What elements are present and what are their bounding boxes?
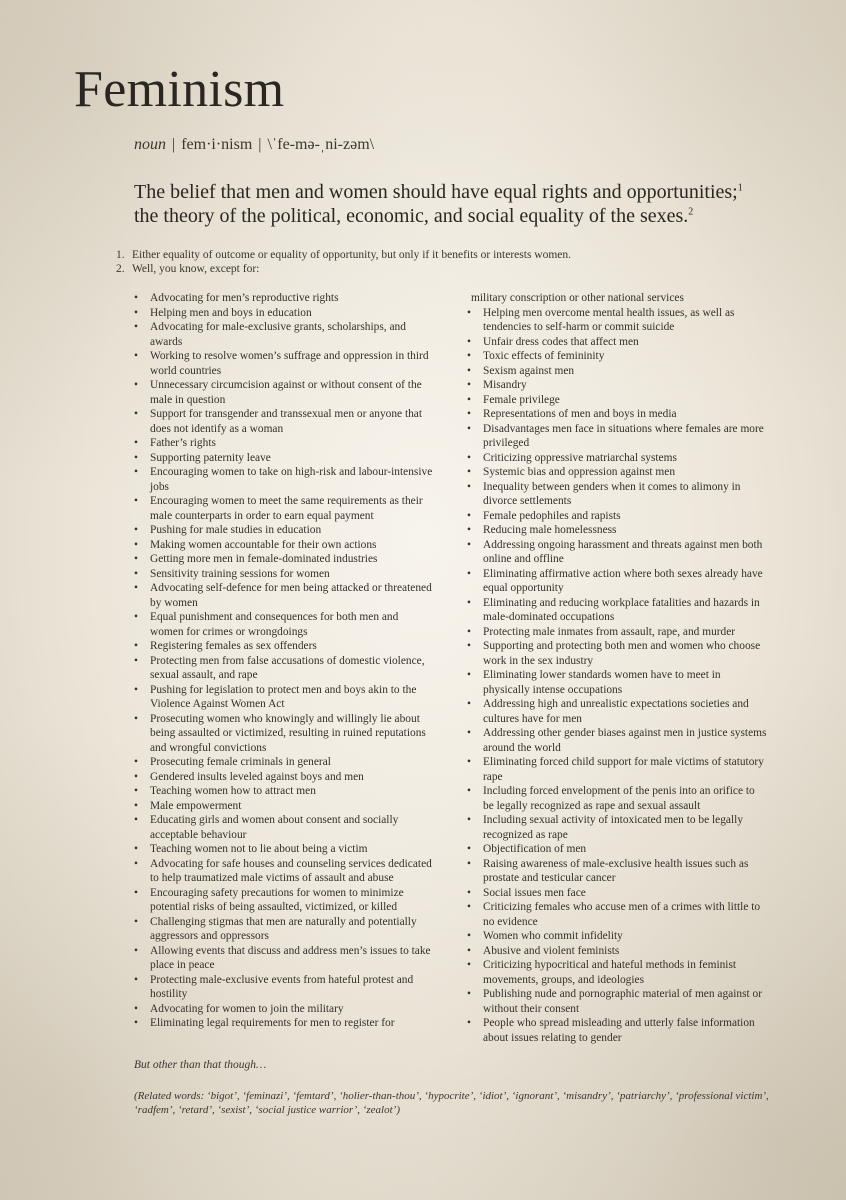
list-item: [134, 291, 434, 306]
list-item-text: Advocating for safe houses and counseling services dedicated to help traumatized male victims of assault and abuse: [150, 857, 432, 884]
list-item: [134, 712, 434, 756]
list-item: [467, 784, 767, 813]
bullet-icon: •: [467, 451, 471, 464]
list-item-text: Allowing events that discuss and address men’s issues to take place in peace: [150, 944, 431, 971]
bullet-icon: •: [467, 306, 471, 319]
list-item: [134, 886, 434, 915]
bullet-icon: •: [134, 379, 138, 391]
list-item-text: Representations of men and boys in media: [483, 408, 677, 420]
bullet-icon: •: [467, 1017, 471, 1029]
bullet-icon: •: [134, 321, 138, 333]
list-item: [134, 567, 434, 582]
list-item: [134, 436, 434, 451]
footnote-ref: 1: [737, 182, 743, 194]
list-item-text: Helping men and boys in education: [150, 306, 312, 319]
list-item: [467, 697, 767, 726]
list-item-text: Criticizing hypocritical and hateful methods in feminist movements, groups, and ideologies: [483, 959, 737, 986]
bullet-icon: •: [467, 379, 471, 391]
list-item: [134, 494, 434, 523]
footnote-number: 2.: [116, 263, 125, 275]
bullet-icon: •: [134, 756, 138, 768]
list-item-text: Advocating for male-exclusive grants, scholarships, and awards: [150, 321, 406, 348]
list-item: [134, 538, 434, 553]
separator: |: [258, 136, 262, 153]
bullet-icon: •: [134, 814, 138, 826]
list-item-text: Social issues men face: [483, 886, 586, 899]
definition-line: [134, 204, 794, 228]
list-item: [134, 407, 434, 436]
list-item-text: Female pedophiles and rapists: [483, 509, 621, 522]
list-item: [134, 654, 434, 683]
list-item-text: Teaching women not to lie about being a victim: [150, 843, 368, 855]
list-item: [134, 799, 434, 814]
bullet-icon: •: [467, 567, 471, 580]
list-item-text: Including sexual activity of intoxicated men to be legally recognized as rape: [483, 814, 744, 841]
separator: |: [172, 136, 176, 153]
list-item: [467, 523, 767, 538]
page-title: Feminism: [74, 61, 285, 118]
list-item-text: Addressing ongoing harassment and threats against men both online and offline: [483, 538, 763, 565]
bullet-icon: •: [134, 799, 138, 812]
part-of-speech: noun: [134, 136, 166, 153]
bullet-icon: •: [134, 915, 138, 928]
list-item-text: People who spread misleading and utterly false information about issues relating to gender: [483, 1017, 755, 1044]
bullet-icon: •: [134, 944, 138, 957]
list-item: [467, 349, 767, 364]
list-item: [134, 306, 434, 321]
bullet-icon: •: [134, 785, 138, 797]
bullet-icon: •: [467, 422, 471, 435]
list-item: [467, 625, 767, 640]
list-item-continuation: military conscription or other national services: [471, 292, 684, 304]
bullet-icon: •: [467, 393, 471, 406]
bullet-icon: •: [467, 640, 471, 652]
bullet-icon: •: [134, 350, 138, 362]
bullet-icon: •: [134, 567, 138, 580]
bullet-icon: •: [467, 886, 471, 899]
list-item-text: Objectification of men: [483, 843, 587, 855]
list-item: [467, 407, 767, 422]
list-item: [134, 813, 434, 842]
list-item-text: Prosecuting female criminals in general: [150, 756, 331, 768]
list-item: [134, 755, 434, 770]
list-item-text: Advocating self-defence for men being attacked or threatened by women: [150, 582, 432, 609]
bullet-icon: •: [467, 959, 471, 971]
bullet-icon: •: [134, 640, 138, 652]
bullet-icon: •: [467, 509, 471, 522]
list-item: [134, 581, 434, 610]
list-item-text: Criticizing females who accuse men of a crimes with little to no evidence: [483, 901, 761, 928]
list-item: [467, 958, 767, 987]
list-item: [134, 842, 434, 857]
list-item-text: Reducing male homelessness: [483, 524, 617, 536]
bullet-icon: •: [134, 292, 138, 304]
bullet-icon: •: [467, 524, 471, 536]
bullet-icon: •: [467, 727, 471, 739]
definition-text: The belief that men and women should have equal rights and opportunities;: [134, 181, 738, 203]
list-item-text: Inequality between genders when it comes to alimony in divorce settlements: [483, 480, 741, 507]
list-item-text: Unnecessary circumcision against or without consent of the male in question: [150, 379, 422, 406]
list-item-text: Pushing for legislation to protect men and boys akin to the Violence Against Women Act: [150, 683, 417, 710]
list-item: [467, 451, 767, 466]
list-item: [134, 610, 434, 639]
list-item-text: Eliminating affirmative action where both sexes already have equal opportunity: [483, 567, 763, 594]
list-item-text: Educating girls and women about consent and socially acceptable behaviour: [150, 814, 399, 841]
list-item: [467, 465, 767, 480]
list-item-text: Working to resolve women’s suffrage and oppression in third world countries: [150, 350, 429, 377]
bullet-icon: •: [467, 785, 471, 797]
footnote-number: 1.: [116, 249, 125, 261]
list-item: [134, 451, 434, 466]
list-item-text: Protecting male inmates from assault, rape, and murder: [483, 625, 736, 638]
list-item: [467, 668, 767, 697]
bullet-icon: •: [467, 698, 471, 710]
list-item-text: Addressing high and unrealistic expectations societies and cultures have for men: [483, 698, 749, 725]
bullet-icon: •: [134, 770, 138, 783]
list-item-text: Systemic bias and oppression against men: [483, 466, 676, 478]
list-item-text: Encouraging women to take on high-risk and labour-intensive jobs: [150, 466, 433, 493]
list-item: [134, 915, 434, 944]
list-item-text: Getting more men in female-dominated industries: [150, 553, 378, 565]
bullet-icon: •: [134, 683, 138, 696]
list-item: [467, 1016, 767, 1045]
list-item: [467, 378, 767, 393]
list-item-text: Advocating for men’s reproductive rights: [150, 292, 339, 304]
closing-line: But other than that though…: [134, 1059, 267, 1071]
pronunciation-line: [134, 136, 374, 154]
list-item-text: Raising awareness of male-exclusive health issues such as prostate and testicular cancer: [483, 857, 749, 884]
list-item-text: Misandry: [483, 379, 527, 391]
list-item: [134, 770, 434, 785]
list-item: [467, 639, 767, 668]
list-item: [467, 538, 767, 567]
list-item-text: Including forced envelopment of the penis into an orifice to be legally recognized as rape and sexual assault: [483, 785, 755, 812]
list-item-text: Challenging stigmas that men are naturally and potentially aggressors and oppressors: [150, 915, 417, 942]
list-item: [134, 378, 434, 407]
list-item-text: Eliminating lower standards women have to meet in physically intense occupations: [483, 669, 721, 696]
footnote-ref: 2: [688, 206, 694, 218]
list-item-text: Prosecuting women who knowingly and willingly lie about being assaulted or victimized, resulting in ruined reputations and wrongful convictions: [150, 712, 426, 754]
bullet-icon: •: [467, 901, 471, 913]
footnote-item: [116, 262, 776, 276]
list-item-text: Criticizing oppressive matriarchal systems: [483, 451, 677, 464]
list-item: [467, 364, 767, 379]
bullet-icon: •: [467, 944, 471, 957]
list-item-text: Addressing other gender biases against men in justice systems around the world: [483, 727, 767, 754]
footnote-item: [116, 248, 776, 262]
bullet-icon: •: [467, 364, 471, 377]
list-item-text: Equal punishment and consequences for both men and women for crimes or wrongdoings: [150, 611, 399, 638]
list-item-text: Protecting male-exclusive events from hateful protest and hostility: [150, 973, 414, 1000]
list-item: [467, 393, 767, 408]
definition: [134, 180, 794, 228]
bullet-icon: •: [134, 466, 138, 478]
list-item: [467, 900, 767, 929]
bullet-icon: •: [467, 335, 471, 348]
bullet-icon: •: [134, 538, 138, 551]
list-item: [467, 422, 767, 451]
syllables: fem·i·nism: [181, 136, 253, 153]
list-item: [467, 755, 767, 784]
list-item: [134, 1016, 434, 1031]
list-item: [134, 683, 434, 712]
list-item-text: Father’s rights: [150, 437, 216, 449]
list-item-text: Teaching women how to attract men: [150, 785, 316, 797]
bullet-icon: •: [134, 437, 138, 449]
bullet-icon: •: [467, 625, 471, 638]
definition-line: [134, 180, 794, 204]
list-item: [467, 596, 767, 625]
list-item-text: Eliminating and reducing workplace fatalities and hazards in male-dominated occupations: [483, 596, 760, 623]
bullet-icon: •: [467, 669, 471, 681]
phonetic-spelling: \ˈfe-mə-ˌni-zəm\: [267, 136, 375, 153]
list-item: [134, 639, 434, 654]
bullet-icon: •: [467, 988, 471, 1000]
bullet-icon: •: [467, 930, 471, 942]
list-item: [467, 987, 767, 1016]
exceptions-list-left: [134, 291, 434, 1031]
bullet-icon: •: [467, 466, 471, 478]
list-item: [134, 857, 434, 886]
list-item: [467, 726, 767, 755]
bullet-icon: •: [134, 582, 138, 594]
bullet-icon: •: [134, 524, 138, 536]
bullet-icon: •: [467, 538, 471, 551]
list-item-text: Female privilege: [483, 393, 560, 406]
list-item-text: Encouraging safety precautions for women to minimize potential risks of being assaulted, victimized, or killed: [150, 886, 404, 913]
bullet-icon: •: [467, 857, 471, 870]
bullet-icon: •: [467, 480, 471, 493]
list-item: [134, 1002, 434, 1017]
list-item-text: Registering females as sex offenders: [150, 640, 317, 652]
list-item: [467, 842, 767, 857]
list-item: [134, 552, 434, 567]
list-item-text: Advocating for women to join the military: [150, 1002, 344, 1015]
bullet-icon: •: [467, 843, 471, 855]
list-item-text: Eliminating legal requirements for men to register for: [150, 1017, 395, 1029]
bullet-icon: •: [134, 1002, 138, 1015]
list-item-text: Supporting paternity leave: [150, 451, 271, 464]
list-item-text: Supporting and protecting both men and women who choose work in the sex industry: [483, 640, 761, 667]
bullet-icon: •: [134, 973, 138, 986]
list-item: [467, 306, 767, 335]
list-item-text: Eliminating forced child support for male victims of statutory rape: [483, 756, 764, 783]
list-item-text: Male empowerment: [150, 799, 242, 812]
list-item: [467, 335, 767, 350]
list-item: [134, 349, 434, 378]
bullet-icon: •: [134, 306, 138, 319]
list-item-text: Sexism against men: [483, 364, 575, 377]
bullet-icon: •: [134, 654, 138, 667]
bullet-icon: •: [134, 451, 138, 464]
bullet-icon: •: [134, 495, 138, 507]
list-item-text: Disadvantages men face in situations where females are more privileged: [483, 422, 764, 449]
list-item-text: Women who commit infidelity: [483, 930, 623, 942]
bullet-icon: •: [467, 814, 471, 826]
bullet-icon: •: [467, 756, 471, 768]
list-item: [134, 320, 434, 349]
list-item-text: Helping men overcome mental health issues, as well as tendencies to self-harm or commit suicide: [483, 306, 735, 333]
list-item: [467, 857, 767, 886]
bullet-icon: •: [134, 857, 138, 870]
list-item-text: Protecting men from false accusations of domestic violence, sexual assault, and rape: [150, 654, 425, 681]
bullet-icon: •: [467, 596, 471, 609]
bullet-icon: •: [467, 408, 471, 420]
bullet-icon: •: [134, 553, 138, 565]
list-item-text: Sensitivity training sessions for women: [150, 567, 330, 580]
list-item-text: Pushing for male studies in education: [150, 524, 322, 536]
list-item: [134, 944, 434, 973]
footnote-text: Well, you know, except for:: [132, 263, 260, 275]
list-item: [467, 480, 767, 509]
bullet-icon: •: [134, 611, 138, 623]
list-item: [467, 929, 767, 944]
list-item: [467, 886, 767, 901]
list-item: [134, 973, 434, 1002]
bullet-icon: •: [134, 1017, 138, 1029]
list-item-text: Support for transgender and transsexual men or anyone that does not identify as a woman: [150, 408, 423, 435]
list-item: [467, 813, 767, 842]
footnote-text: Either equality of outcome or equality of opportunity, but only if it benefits or interests women.: [132, 249, 572, 261]
list-item-text: Publishing nude and pornographic material of men against or without their consent: [483, 988, 763, 1015]
list-item-text: Making women accountable for their own actions: [150, 538, 377, 551]
bullet-icon: •: [467, 350, 471, 362]
list-item-text: Encouraging women to meet the same requirements as their male counterparts in order to earn equal payment: [150, 495, 423, 522]
list-item: [467, 944, 767, 959]
list-item: [134, 784, 434, 799]
bullet-icon: •: [134, 843, 138, 855]
list-item-text: Unfair dress codes that affect men: [483, 335, 639, 348]
related-words: (Related words: ‘bigot’, ‘feminazi’, ‘femtard’, ‘holier-than-thou’, ‘hypocrite’, ‘idiot’, ‘ignorant’, ‘misandry’, ‘patriarchy’, ‘professional victim’, ‘radfem’, ‘retard’, ‘sexist’, ‘social justice warrior’, ‘zealot’): [134, 1090, 769, 1116]
list-item-text: Gendered insults leveled against boys and men: [150, 770, 364, 783]
bullet-icon: •: [134, 408, 138, 420]
bullet-icon: •: [134, 886, 138, 899]
list-item: [134, 523, 434, 538]
exceptions-list-right: [467, 291, 767, 1045]
list-item-text: Toxic effects of femininity: [483, 350, 605, 362]
bullet-icon: •: [134, 712, 138, 725]
list-item: [467, 509, 767, 524]
footnotes-list: [116, 248, 776, 276]
list-item-text: Abusive and violent feminists: [483, 944, 620, 957]
list-item: [134, 465, 434, 494]
definition-text: the theory of the political, economic, and social equality of the sexes.: [134, 205, 689, 227]
list-item: [467, 567, 767, 596]
